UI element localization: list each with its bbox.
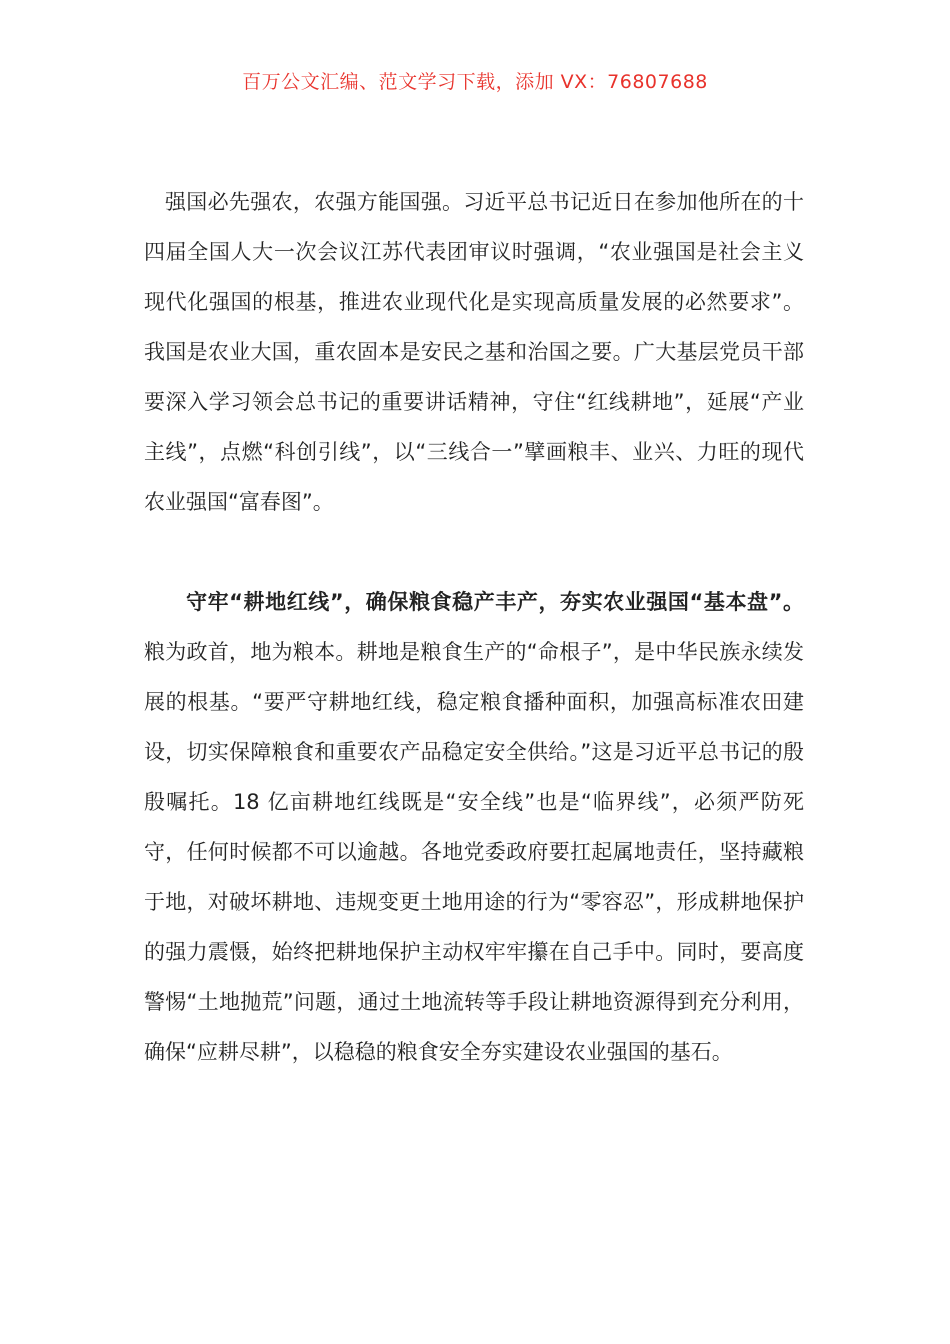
paragraph-farmland-text: 粮为政首，地为粮本。耕地是粮食生产的“命根子”，是中华民族永续发展的根基。“要严守耕地红线，稳定粮食播种面积，加强高标准农田建设，切实保障粮食和重要农产品稳定安全供给。”这是习近平总书记的殷殷嘱托。18 亿亩耕地红线既是“安全线”也是“临界线”，必须严防死守，任何时候都不可以逾越。各地党委政府要扛起属地责任，坚持藏粮于地，对破坏耕地、违规变更土地用途的行为“零容忍”，形成耕地保护的强力震慑，始终把耕地保护主动权牢牢攥在自己手中。同时，要高度警惕“土地抛荒”问题，通过土地流转等手段让耕地资源得到充分利用，确保“应耕尽耕”，以稳稳的粮食安全夯实建设农业强国的基石。 (144, 640, 804, 1064)
paragraph-intro (144, 177, 804, 527)
paragraph-farmland-redline (144, 577, 804, 1077)
paragraph-intro-text: 强国必先强农，农强方能国强。习近平总书记近日在参加他所在的十四届全国人大一次会议江苏代表团审议时强调，“农业强国是社会主义现代化强国的根基，推进农业现代化是实现高质量发展的必然要求”。我国是农业大国，重农固本是安民之基和治国之要。广大基层党员干部要深入学习领会总书记的重要讲话精神，守住“红线耕地”，延展“产业主线”，点燃“科创引线”，以“三线合一”擘画粮丰、业兴、力旺的现代农业强国“富春图”。 (144, 190, 804, 514)
document-body (144, 177, 804, 1077)
paragraph-heading: 守牢“耕地红线”，确保粮食稳产丰产，夯实农业强国“基本盘”。 (186, 590, 804, 614)
watermark-header: 百万公文汇编、范文学习下载，添加 VX：76807688 (242, 71, 708, 93)
